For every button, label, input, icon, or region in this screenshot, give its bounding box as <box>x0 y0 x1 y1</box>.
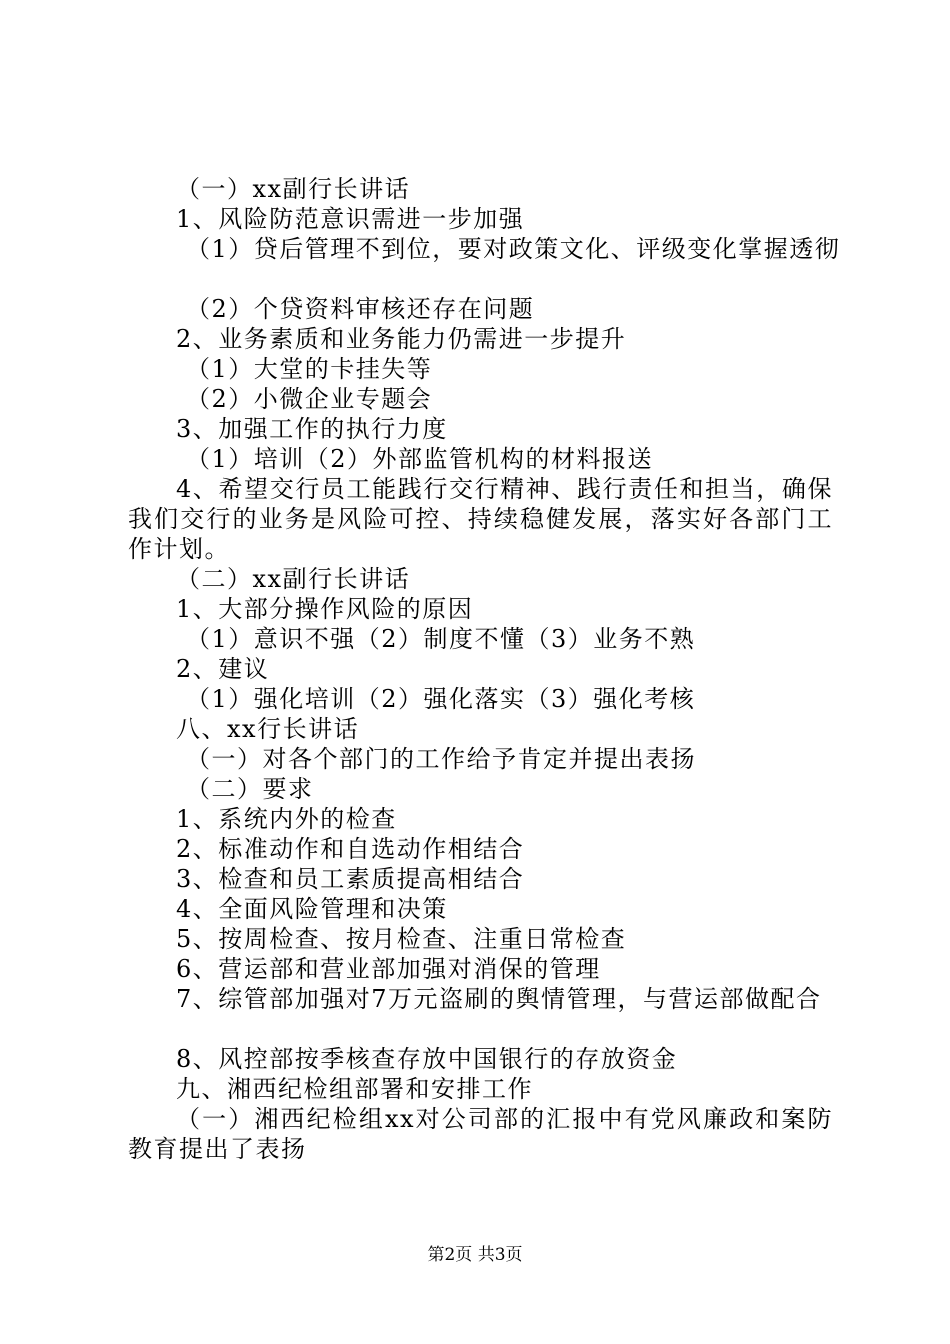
text-line: （1）意识不强（2）制度不懂（3）业务不熟 <box>186 625 696 653</box>
blank-line <box>128 1014 833 1044</box>
text-line: 8、风控部按季核查存放中国银行的存放资金 <box>176 1045 678 1073</box>
text-line: （1）大堂的卡挂失等 <box>186 355 433 383</box>
text-line: 5、按周检查、按月检查、注重日常检查 <box>176 925 627 953</box>
text-line: 3、加强工作的执行力度 <box>176 415 448 443</box>
text-line: 1、风险防范意识需进一步加强 <box>176 205 525 233</box>
section-heading: 九、湘西纪检组部署和安排工作 <box>176 1075 533 1103</box>
text-line: 7、综管部加强对7万元盗刷的舆情管理，与营运部做配合 <box>176 985 822 1013</box>
document-body <box>128 174 841 1164</box>
text-line: （1）强化培训（2）强化落实（3）强化考核 <box>186 685 696 713</box>
text-line: 4、全面风险管理和决策 <box>176 895 448 923</box>
text-line: （二）要求 <box>186 775 314 803</box>
text-line: 2、业务素质和业务能力仍需进一步提升 <box>176 325 627 353</box>
text-line: 1、系统内外的检查 <box>176 805 397 833</box>
blank-line <box>128 264 833 294</box>
section-heading: 八、xx行长讲话 <box>176 715 360 743</box>
page-number: 第2页 共3页 <box>427 1245 523 1265</box>
text-line: 2、标准动作和自选动作相结合 <box>176 835 525 863</box>
text-line: （一）对各个部门的工作给予肯定并提出表扬 <box>186 745 696 773</box>
section-heading: （二）xx副行长讲话 <box>176 565 411 593</box>
text-line: （1）培训（2）外部监管机构的材料报送 <box>186 445 654 473</box>
text-line: （1）贷后管理不到位，要对政策文化、评级变化掌握透彻 <box>186 235 841 263</box>
text-line: 6、营运部和营业部加强对消保的管理 <box>176 955 601 983</box>
section-heading: （一）xx副行长讲话 <box>176 175 411 203</box>
text-line: 2、建议 <box>176 655 270 683</box>
text-line: （2）小微企业专题会 <box>186 385 433 413</box>
paragraph: （一）湘西纪检组xx对公司部的汇报中有党风廉政和案防教育提出了表扬 <box>128 1105 833 1163</box>
text-line: （2）个贷资料审核还存在问题 <box>186 295 535 323</box>
paragraph: 4、希望交行员工能践行交行精神、践行责任和担当，确保我们交行的业务是风险可控、持续稳健发展，落实好各部门工作计划。 <box>128 475 833 563</box>
text-line: 3、检查和员工素质提高相结合 <box>176 865 525 893</box>
text-line: 1、大部分操作风险的原因 <box>176 595 474 623</box>
